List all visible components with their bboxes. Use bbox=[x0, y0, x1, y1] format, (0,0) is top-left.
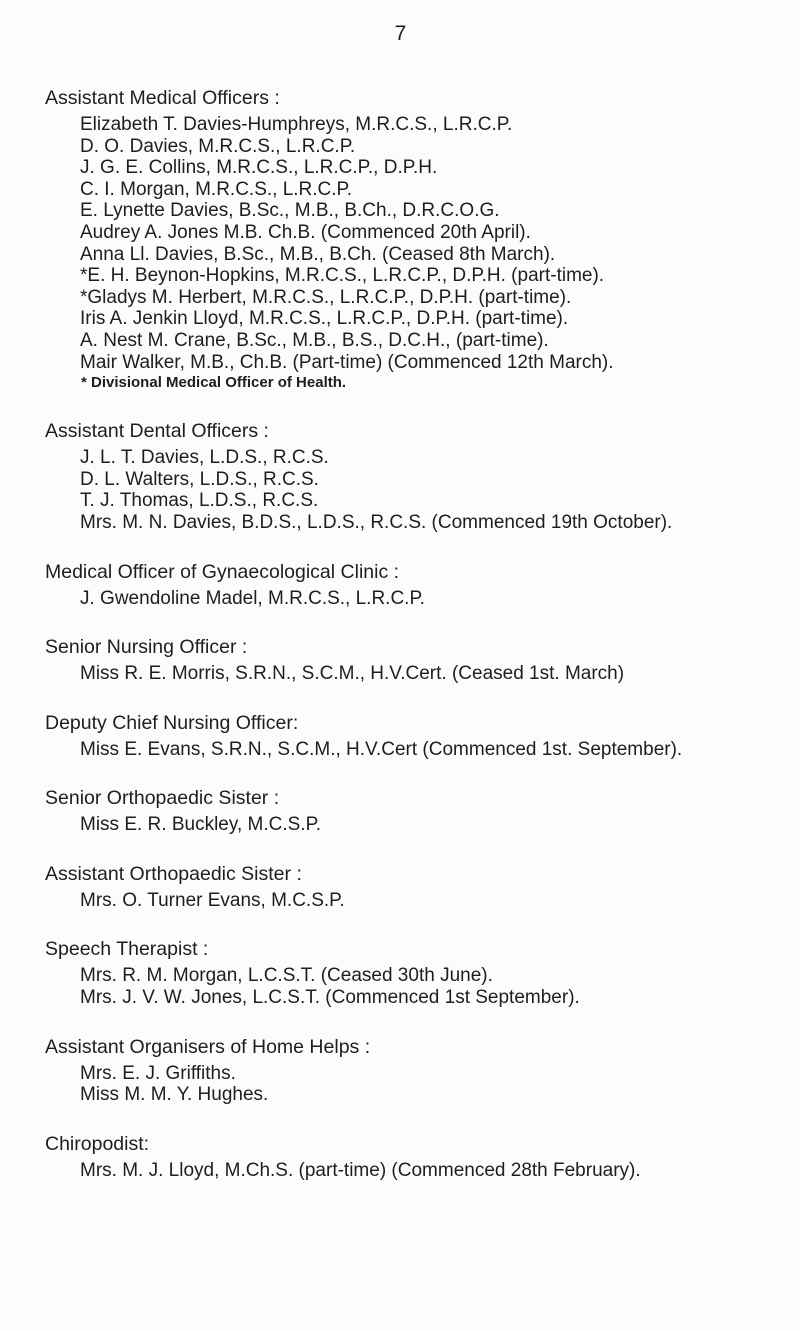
staff-entry: Audrey A. Jones M.B. Ch.B. (Commenced 20th April). bbox=[80, 221, 531, 243]
section-assistant-dental-officers bbox=[45, 419, 795, 533]
section-home-helps bbox=[45, 1035, 795, 1106]
staff-entry: A. Nest M. Crane, B.Sc., M.B., B.S., D.C.H., (part-time). bbox=[80, 329, 549, 351]
staff-entry: Mrs. M. J. Lloyd, M.Ch.S. (part-time) (Commenced 28th February). bbox=[80, 1159, 641, 1181]
section-heading: Speech Therapist : bbox=[45, 938, 209, 961]
section-heading: Assistant Orthopaedic Sister : bbox=[45, 862, 302, 885]
section-chiropodist bbox=[45, 1132, 795, 1182]
section-speech-therapist bbox=[45, 937, 795, 1008]
section-senior-orthopaedic-sister bbox=[45, 786, 795, 836]
staff-entry: J. L. T. Davies, L.D.S., R.C.S. bbox=[80, 447, 329, 469]
section-heading: Deputy Chief Nursing Officer: bbox=[45, 711, 299, 734]
staff-entry: Mrs. M. N. Davies, B.D.S., L.D.S., R.C.S. (Commenced 19th October). bbox=[80, 511, 673, 533]
section-heading: Assistant Medical Officers : bbox=[45, 87, 280, 109]
document-body bbox=[45, 86, 795, 1207]
section-heading: Chiropodist: bbox=[45, 1132, 150, 1155]
staff-entry: Iris A. Jenkin Lloyd, M.R.C.S., L.R.C.P., D.P.H. (part-time). bbox=[80, 308, 569, 330]
section-deputy-chief-nursing-officer bbox=[45, 711, 795, 761]
staff-entry: Miss R. E. Morris, S.R.N., S.C.M., H.V.Cert. (Ceased 1st. March) bbox=[80, 663, 625, 685]
staff-entry: *E. H. Beynon-Hopkins, M.R.C.S., L.R.C.P., D.P.H. (part-time). bbox=[80, 265, 605, 287]
footnote: * Divisional Medical Officer of Health. bbox=[81, 374, 347, 392]
staff-entry: J. Gwendoline Madel, M.R.C.S., L.R.C.P. bbox=[80, 587, 425, 609]
section-heading: Assistant Dental Officers : bbox=[45, 420, 269, 443]
section-senior-nursing-officer bbox=[45, 635, 795, 685]
page-number: 7 bbox=[394, 22, 407, 45]
staff-entry: Miss E. R. Buckley, M.C.S.P. bbox=[80, 814, 322, 836]
staff-entry: Mrs. E. J. Griffiths. bbox=[80, 1062, 236, 1084]
section-heading: Senior Orthopaedic Sister : bbox=[45, 787, 280, 810]
staff-entry: Mrs. R. M. Morgan, L.C.S.T. (Ceased 30th June). bbox=[80, 965, 493, 987]
section-gynaecological-clinic bbox=[45, 560, 795, 610]
staff-entry: T. J. Thomas, L.D.S., R.C.S. bbox=[80, 490, 319, 512]
staff-entry: D. O. Davies, M.R.C.S., L.R.C.P. bbox=[80, 135, 356, 157]
section-heading: Assistant Organisers of Home Helps : bbox=[45, 1035, 371, 1058]
staff-entry: *Gladys M. Herbert, M.R.C.S., L.R.C.P., D.P.H. (part-time). bbox=[80, 286, 572, 308]
staff-entry: Miss E. Evans, S.R.N., S.C.M., H.V.Cert (Commenced 1st. September). bbox=[80, 738, 683, 760]
staff-entry: Mrs. O. Turner Evans, M.C.S.P. bbox=[80, 889, 345, 911]
section-heading: Senior Nursing Officer : bbox=[45, 636, 248, 659]
staff-entry: Anna Ll. Davies, B.Sc., M.B., B.Ch. (Ceased 8th March). bbox=[80, 243, 556, 265]
staff-entry: C. I. Morgan, M.R.C.S., L.R.C.P. bbox=[80, 178, 353, 200]
staff-entry: J. G. E. Collins, M.R.C.S., L.R.C.P., D.P.H. bbox=[80, 157, 438, 179]
staff-entry: Mair Walker, M.B., Ch.B. (Part-time) (Commenced 12th March). bbox=[80, 351, 614, 373]
section-assistant-orthopaedic-sister bbox=[45, 862, 795, 912]
staff-entry: E. Lynette Davies, B.Sc., M.B., B.Ch., D.R.C.O.G. bbox=[80, 200, 500, 222]
staff-entry: D. L. Walters, L.D.S., R.C.S. bbox=[80, 468, 319, 490]
staff-entry: Elizabeth T. Davies-Humphreys, M.R.C.S., L.R.C.P. bbox=[80, 114, 513, 135]
section-heading: Medical Officer of Gynaecological Clinic : bbox=[45, 560, 400, 583]
section-assistant-medical-officers bbox=[45, 86, 795, 393]
staff-entry: Mrs. J. V. W. Jones, L.C.S.T. (Commenced 1st September). bbox=[80, 987, 580, 1009]
staff-entry: Miss M. M. Y. Hughes. bbox=[80, 1084, 269, 1106]
